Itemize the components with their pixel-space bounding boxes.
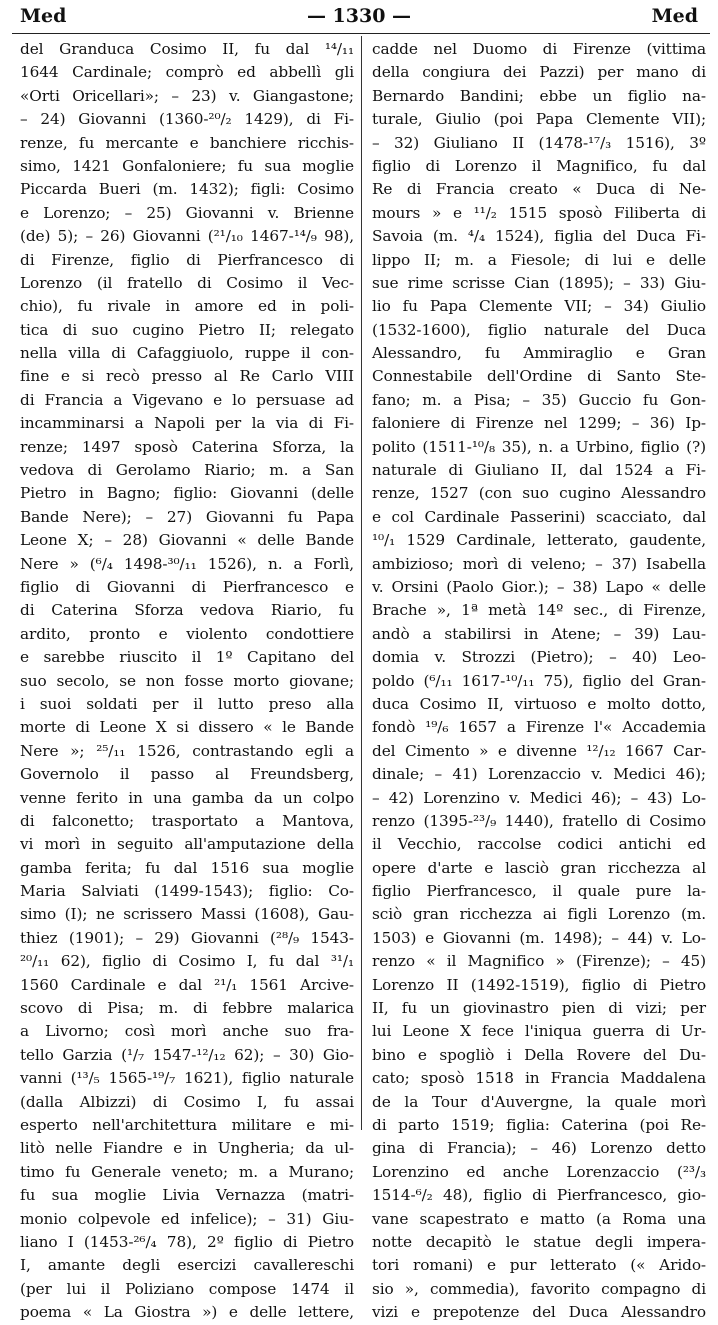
text-line: i suoi soldati per il lutto preso alla [20,694,354,713]
text-line: II, fu un giovinastro pien di vizi; per [372,999,706,1018]
text-line: di Caterina Sforza vedova Riario, fu [20,601,354,620]
text-line: chio), fu rivale in amore ed in poli- [20,297,354,316]
text-line: litò nelle Fiandre e in Ungheria; da ul- [20,1139,354,1158]
text-line: dinale; – 41) Lorenzaccio v. Medici 46); [372,765,706,784]
text-line: nella villa di Cafaggiuolo, ruppe il con- [20,344,354,363]
text-line: v. Orsini (Paolo Gior.); – 38) Lapo « delle [372,577,706,596]
text-line: e sarebbe riuscito il 1º Capitano del [20,648,354,667]
text-line: opere d'arte e lasciò gran ricchezza al [372,858,706,877]
text-line: tori romani) e pur letterato (« Arido- [372,1256,706,1275]
text-line: di Firenze, figlio di Pierfrancesco di [20,250,354,269]
text-line: sciò gran ricchezza ai figli Lorenzo (m. [372,905,706,924]
text-line: venne ferito in una gamba da un colpo [20,788,354,807]
text-line: duca Cosimo II, virtuoso e molto dotto, [372,694,706,713]
text-line: e Lorenzo; – 25) Giovanni v. Brienne [20,203,354,222]
text-line: mours » e ¹¹/₂ 1515 sposò Filiberta di [372,203,706,222]
text-line: lui Leone X fece l'iniqua guerra di Ur- [372,1022,706,1041]
text-line: a Livorno; così morì anche suo fra- [20,1022,354,1041]
text-line: Bande Nere); – 27) Giovanni fu Papa [20,507,354,526]
text-line: timo fu Generale veneto; m. a Murano; [20,1162,354,1181]
text-line: Re di Francia creato « Duca di Ne- [372,180,706,199]
text-line: domia v. Strozzi (Pietro); – 40) Leo- [372,648,706,667]
text-line: – 24) Giovanni (1360-²⁰/₂ 1429), di Fi- [20,110,354,129]
text-line: renze, 1527 (con suo cugino Alessandro [372,484,706,503]
text-line: Lorenzo (il fratello di Cosimo il Vec- [20,273,354,292]
text-line: Brache », 1ª metà 14º sec., di Firenze, [372,601,706,620]
text-line: simo (I); ne scrissero Massi (1608), Gau- [20,905,354,924]
text-line: faloniere di Firenze nel 1299; – 36) Ip- [372,414,706,433]
text-line: Piccarda Bueri (m. 1432); figli: Cosimo [20,180,354,199]
text-line: vi morì in seguito all'amputazione della [20,835,354,854]
text-line: renzo (1395-²³/₉ 1440), fratello di Cosimo [372,811,706,830]
text-line: 1514-⁶/₂ 48), figlio di Pierfrancesco, gio- [372,1186,706,1205]
text-line: poldo (⁶/₁₁ 1617-¹⁰/₁₁ 75), figlio del Gran- [372,671,706,690]
text-line: 1503) e Giovanni (m. 1498); – 44) v. Lo- [372,928,706,947]
text-line: ambizioso; morì di veleno; – 37) Isabella [372,554,706,573]
text-line: vizi e prepotenze del Duca Alessandro [372,1303,706,1322]
text-line: Pietro in Bagno; figlio: Giovanni (delle [20,484,354,503]
text-line: figlio di Giovanni di Pierfrancesco e [20,577,354,596]
text-line: del Cimento » e divenne ¹²/₁₂ 1667 Car- [372,741,706,760]
text-line: Maria Salviati (1499-1543); figlio: Co- [20,882,354,901]
text-line: vane scapestrato e matto (a Roma una [372,1209,706,1228]
text-line: turale, Giulio (poi Papa Clemente VII); [372,110,706,129]
text-line: I, amante degli esercizi cavallereschi [20,1256,354,1275]
text-line: il Vecchio, raccolse codici antichi ed [372,835,706,854]
text-line: – 42) Lorenzino v. Medici 46); – 43) Lo- [372,788,706,807]
text-line: «Orti Oricellari»; – 23) v. Giangastone; [20,86,354,105]
text-line: vanni (¹³/₅ 1565-¹⁹/₇ 1621), figlio naturale [20,1069,354,1088]
text-line: suo secolo, se non fosse morto giovane; [20,671,354,690]
text-line: morte di Leone X si dissero « le Bande [20,718,354,737]
running-head-left: Med [20,5,67,27]
text-line: di Francia a Vigevano e lo persuase ad [20,390,354,409]
running-head-right: Med [651,5,698,27]
text-line: ardito, pronto e violento condottiere [20,624,354,643]
right-column [372,38,706,1322]
text-line: tica di suo cugino Pietro II; relegato [20,320,354,339]
text-line: Bernardo Bandini; ebbe un figlio na- [372,86,706,105]
text-line: incamminarsi a Napoli per la via di Fi- [20,414,354,433]
text-line: della congiura dei Pazzi) per mano di [372,63,706,82]
text-line: (1532-1600), figlio naturale del Duca [372,320,706,339]
text-line: Alessandro, fu Ammiraglio e Gran [372,344,706,363]
text-line: poema « La Giostra ») e delle lettere, [20,1303,354,1322]
text-line: sue rime scrisse Cian (1895); – 33) Giu- [372,273,706,292]
page-number: — 1330 — [306,5,412,27]
text-line: simo, 1421 Gonfaloniere; fu sua moglie [20,156,354,175]
text-line: scovo di Pisa; m. di febbre malarica [20,999,354,1018]
text-line: naturale di Giuliano II, dal 1524 a Fi- [372,461,706,480]
text-line: Leone X; – 28) Giovanni « delle Bande [20,531,354,550]
text-line: ²⁰/₁₁ 62), figlio di Cosimo I, fu dal ³¹/₁ [20,952,354,971]
text-line: figlio Pierfrancesco, il quale pure la- [372,882,706,901]
text-line: gina di Francia); – 46) Lorenzo detto [372,1139,706,1158]
text-line: figlio di Lorenzo il Magnifico, fu dal [372,156,706,175]
text-line: – 32) Giuliano II (1478-¹⁷/₃ 1516), 3º [372,133,706,152]
text-line: bino e spogliò i Della Rovere del Du- [372,1045,706,1064]
text-line: lio fu Papa Clemente VII; – 34) Giulio [372,297,706,316]
text-line: (de) 5); – 26) Giovanni (²¹/₁₀ 1467-¹⁴/₉ 98), [20,227,354,246]
column-divider [361,36,362,1130]
page-header [0,0,718,34]
text-line: tello Garzia (¹/₇ 1547-¹²/₁₂ 62); – 30) Gio- [20,1045,354,1064]
text-line: renzo « il Magnifico » (Firenze); – 45) [372,952,706,971]
text-line: Connestabile dell'Ordine di Santo Ste- [372,367,706,386]
text-line: fano; m. a Pisa; – 35) Guccio fu Gon- [372,390,706,409]
text-line: lippo II; m. a Fiesole; di lui e delle [372,250,706,269]
header-rule [12,33,710,34]
text-line: di falconetto; trasportato a Mantova, [20,811,354,830]
text-line: Lorenzino ed anche Lorenzaccio (²³/₃ [372,1162,706,1181]
text-line: e col Cardinale Passerini) scacciato, dal [372,507,706,526]
text-line: renze; 1497 sposò Caterina Sforza, la [20,437,354,456]
text-line: fine e si recò presso al Re Carlo VIII [20,367,354,386]
text-line: (per lui il Poliziano compose 1474 il [20,1279,354,1298]
text-line: cadde nel Duomo di Firenze (vittima [372,40,706,58]
text-line: notte decapitò le statue degli impera- [372,1232,706,1251]
text-line: di parto 1519; figlia: Caterina (poi Re- [372,1115,706,1134]
left-column [20,38,354,1322]
text-line: Nere » (⁶/₄ 1498-³⁰/₁₁ 1526), n. a Forlì, [20,554,354,573]
text-line: Nere »; ²⁵/₁₁ 1526, contrastando egli a [20,741,354,760]
text-line: vedova di Gerolamo Riario; m. a San [20,461,354,480]
text-line: 1560 Cardinale e dal ²¹/₁ 1561 Arcive- [20,975,354,994]
text-line: gamba ferita; fu dal 1516 sua moglie [20,858,354,877]
text-line: Governolo il passo al Freundsberg, [20,765,354,784]
text-line: liano I (1453-²⁶/₄ 78), 2º figlio di Pietro [20,1232,354,1251]
text-line: cato; sposò 1518 in Francia Maddalena [372,1069,706,1088]
text-line: fu sua moglie Livia Vernazza (matri- [20,1186,354,1205]
text-line: (dalla Albizzi) di Cosimo I, fu assai [20,1092,354,1111]
text-line: polito (1511-¹⁰/₈ 35), n. a Urbino, figlio (?) [372,437,706,456]
text-line: ¹⁰/₁ 1529 Cardinale, letterato, gaudente, [372,531,706,550]
text-line: andò a stabilirsi in Atene; – 39) Lau- [372,624,706,643]
text-line: del Granduca Cosimo II, fu dal ¹⁴/₁₁ [20,40,354,58]
text-line: sio », commedia), favorito compagno di [372,1279,706,1298]
text-line: Savoia (m. ⁴/₄ 1524), figlia del Duca Fi- [372,227,706,246]
text-line: esperto nell'architettura militare e mi- [20,1115,354,1134]
text-line: fondò ¹⁹/₆ 1657 a Firenze l'« Accademia [372,718,706,737]
text-line: thiez (1901); – 29) Giovanni (²⁸/₉ 1543- [20,928,354,947]
text-line: de la Tour d'Auvergne, la quale morì [372,1092,706,1111]
text-line: monio colpevole ed infelice); – 31) Giu- [20,1209,354,1228]
text-line: 1644 Cardinale; comprò ed abbellì gli [20,63,354,82]
text-line: Lorenzo II (1492-1519), figlio di Pietro [372,975,706,994]
text-line: renze, fu mercante e banchiere ricchis- [20,133,354,152]
